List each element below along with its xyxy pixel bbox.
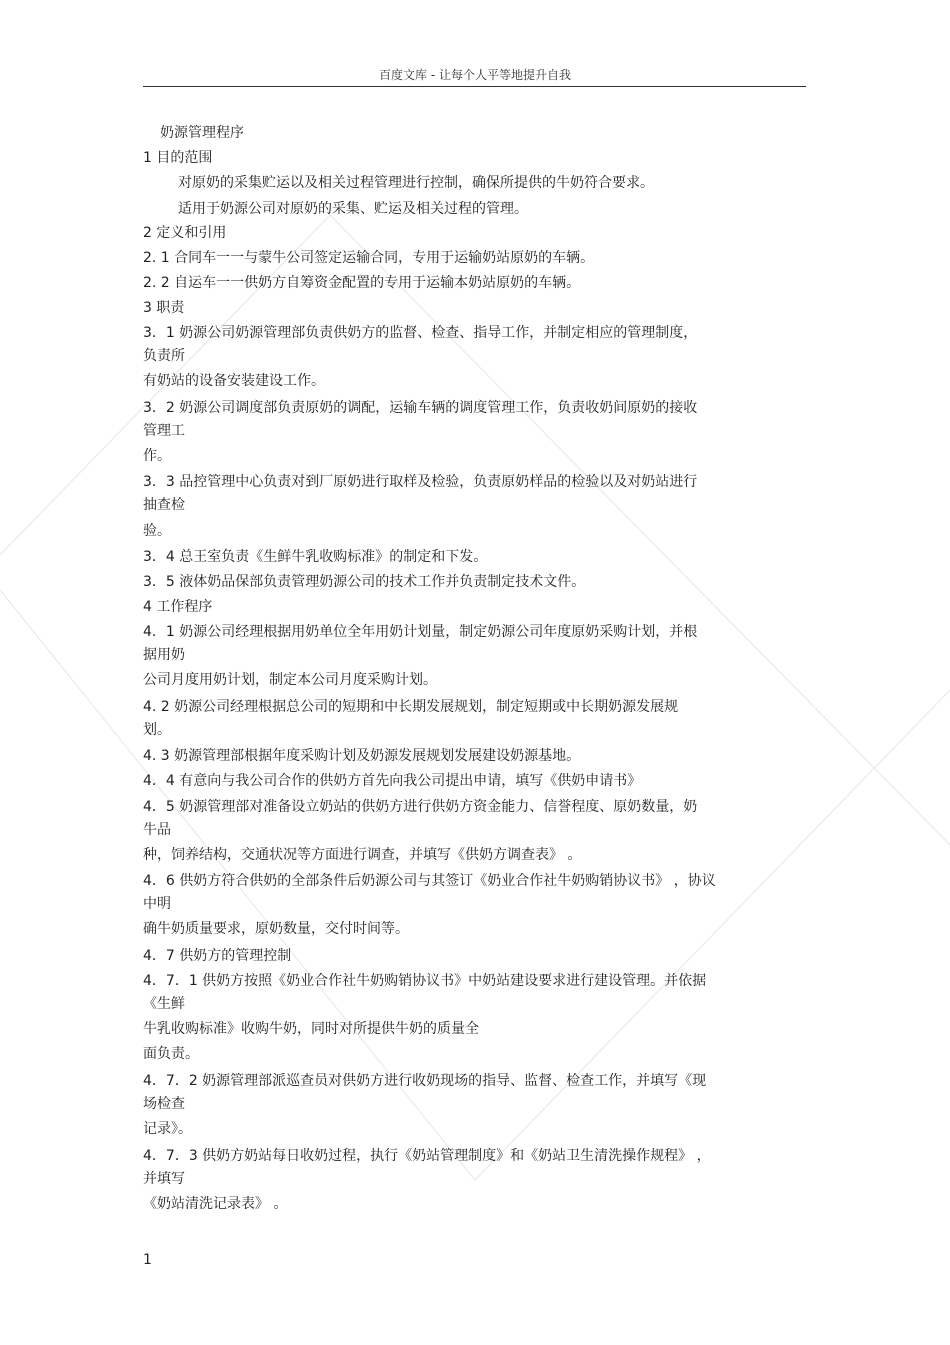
paragraph-line: 牛品 (143, 822, 171, 838)
page-number: 1 (143, 1252, 152, 1268)
doc-title: 奶源管理程序 (160, 125, 244, 141)
paragraph-line: 场检查 (143, 1096, 185, 1112)
paragraph-line: 4．1 奶源公司经理根据用奶单位全年用奶计划量，制定奶源公司年度原奶采购计划，并根 (143, 624, 698, 640)
paragraph-line: 3．5 液体奶品保部负责管理奶源公司的技术工作并负责制定技术文件。 (143, 574, 586, 590)
section-heading: 2 定义和引用 (143, 225, 227, 241)
paragraph-line: 2. 1 合同车一一与蒙牛公司签定运输合同，专用于运输奶站原奶的车辆。 (143, 250, 595, 266)
paragraph-line: 4．5 奶源管理部对准备设立奶站的供奶方进行供奶方资金能力、信誉程度、原奶数量，奶 (143, 799, 698, 815)
section-heading: 4 工作程序 (143, 599, 213, 615)
paragraph-line: 4．7．3 供奶方奶站每日收奶过程，执行《奶站管理制度》和《奶站卫生清洗操作规程》 ， (143, 1148, 711, 1164)
paragraph-line: 据用奶 (143, 647, 185, 663)
paragraph-line: 4. 2 奶源公司经理根据总公司的短期和中长期发展规划，制定短期或中长期奶源发展规 (143, 699, 679, 715)
page-header: 百度文库 - 让每个人平等地提升自我 (379, 68, 571, 82)
section-heading: 1 目的范围 (143, 150, 213, 166)
paragraph-line: 抽查检 (143, 497, 185, 513)
paragraph-line: 4．4 有意向与我公司合作的供奶方首先向我公司提出申请，填写《供奶申请书》 (143, 773, 642, 789)
paragraph-line: 4．7 供奶方的管理控制 (143, 948, 292, 964)
paragraph-line: 对原奶的采集贮运以及相关过程管理进行控制，确保所提供的牛奶符合要求。 (178, 175, 654, 191)
paragraph-line: 3．2 奶源公司调度部负责原奶的调配，运输车辆的调度管理工作，负责收奶间原奶的接收 (143, 400, 698, 416)
paragraph-line: 2. 2 自运车一一供奶方自筹资金配置的专用于运输本奶站原奶的车辆。 (143, 275, 581, 291)
section-heading: 3 职责 (143, 300, 185, 316)
paragraph-line: 划。 (143, 722, 171, 738)
paragraph-line: 4．6 供奶方符合供奶的全部条件后奶源公司与其签订《奶业合作社牛奶购销协议书》 ，协议 (143, 873, 716, 889)
paragraph-line: 4．7．2 奶源管理部派巡查员对供奶方进行收奶现场的指导、监督、检查工作，并填写《现 (143, 1073, 707, 1089)
paragraph-line: 3．1 奶源公司奶源管理部负责供奶方的监督、检查、指导工作，并制定相应的管理制度， (143, 325, 698, 341)
paragraph-line: 适用于奶源公司对原奶的采集、贮运及相关过程的管理。 (178, 201, 528, 217)
header-divider (143, 86, 806, 87)
paragraph-line: 作。 (143, 448, 171, 464)
paragraph-line: 种，饲养结构，交通状况等方面进行调查，并填写《供奶方调查表》 。 (143, 847, 582, 863)
paragraph-line: 面负责。 (143, 1046, 199, 1062)
paragraph-line: 中明 (143, 896, 171, 912)
paragraph-line: 4．7．1 供奶方按照《奶业合作社牛奶购销协议书》中奶站建设要求进行建设管理。并依据 (143, 973, 707, 989)
paragraph-line: 《奶站清洗记录表》 。 (143, 1196, 288, 1212)
paragraph-line: 牛乳收购标准》收购牛奶，同时对所提供牛奶的质量全 (143, 1021, 479, 1037)
paragraph-line: 3．3 品控管理中心负责对到厂原奶进行取样及检验，负责原奶样品的检验以及对奶站进行 (143, 474, 698, 490)
paragraph-line: 有奶站的设备安装建设工作。 (143, 373, 325, 389)
paragraph-line: 负责所 (143, 348, 185, 364)
paragraph-line: 记录》。 (143, 1121, 192, 1137)
paragraph-line: 公司月度用奶计划，制定本公司月度采购计划。 (143, 672, 437, 688)
paragraph-line: 管理工 (143, 423, 185, 439)
paragraph-line: 验。 (143, 523, 171, 539)
paragraph-line: 确牛奶质量要求，原奶数量，交付时间等。 (143, 921, 409, 937)
paragraph-line: 4. 3 奶源管理部根据年度采购计划及奶源发展规划发展建设奶源基地。 (143, 748, 581, 764)
paragraph-line: 《生鲜 (143, 996, 185, 1012)
paragraph-line: 并填写 (143, 1171, 185, 1187)
paragraph-line: 3．4 总王室负责《生鲜牛乳收购标准》的制定和下发。 (143, 549, 488, 565)
